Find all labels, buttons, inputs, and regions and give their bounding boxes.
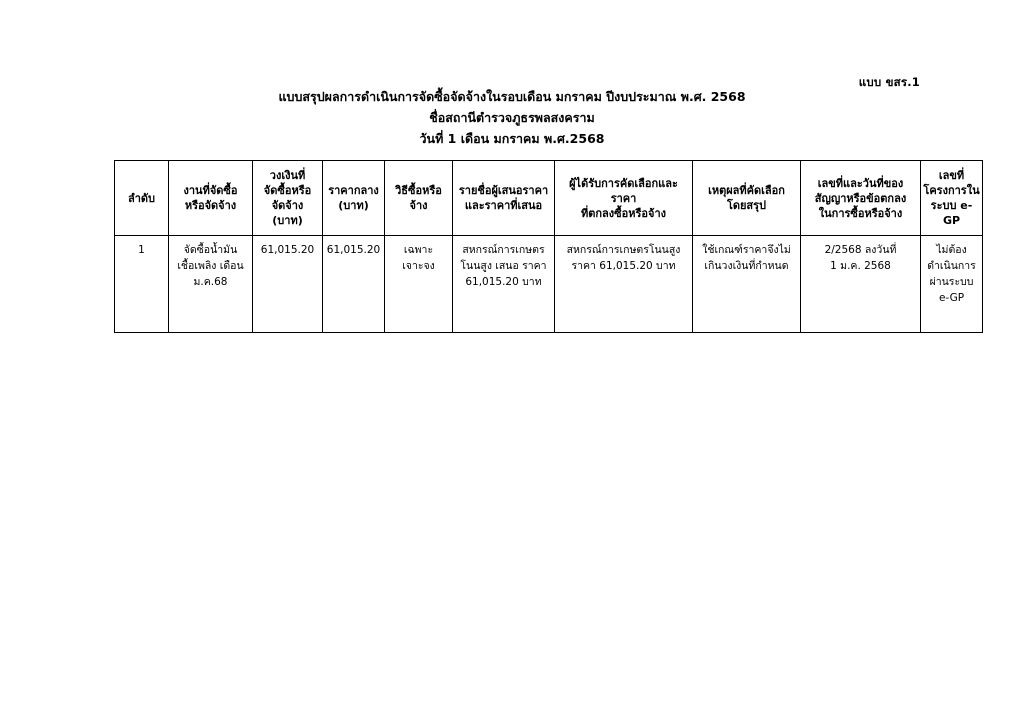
column-header-egp <box>921 161 983 236</box>
form-code-label: แบบ ขสร.1 <box>858 75 920 89</box>
header-line: โดยสรุป <box>726 199 767 212</box>
header-line: หรือจัดจ้าง <box>184 199 237 212</box>
header-line: ในการซื้อหรือจ้าง <box>818 206 903 220</box>
header-line: และราคาที่เสนอ <box>464 199 543 212</box>
header-line: ลำดับ <box>127 191 156 205</box>
cell-egp <box>921 236 983 333</box>
cell-line: e-GP <box>938 292 965 304</box>
cell-line: ดำเนินการ <box>927 260 976 272</box>
column-header-reason <box>693 161 801 236</box>
document-date: วันที่ 1 เดือน มกราคม พ.ศ.2568 <box>419 131 605 146</box>
cell-line: สหกรณ์การเกษตรโนนสูง <box>566 244 681 256</box>
header-line: วงเงินที่ <box>269 169 306 182</box>
cell-line: ราคา 61,015.20 บาท <box>571 260 676 272</box>
table-row <box>115 236 983 333</box>
station-name: ชื่อสถานีตำรวจภูธรพลสงคราม <box>429 110 595 125</box>
header-line: จัดจ้าง (บาท) <box>271 199 304 227</box>
header-line: เหตุผลที่คัดเลือก <box>708 184 785 197</box>
column-header-method <box>385 161 453 236</box>
cell-line: เกินวงเงินที่กำหนด <box>704 260 789 272</box>
header-line: สัญญาหรือข้อตกลง <box>814 191 907 205</box>
column-header-bidders <box>453 161 555 236</box>
header-line: จัดซื้อหรือ <box>263 184 312 197</box>
cell-method: เฉพาะเจาะจง <box>385 236 453 333</box>
column-header-order <box>115 161 169 236</box>
header-line: (บาท) <box>338 199 369 212</box>
header-line: ระบบ e-GP <box>930 199 973 227</box>
column-header-median-price <box>323 161 385 236</box>
cell-reason <box>693 236 801 333</box>
header-line: งานที่จัดซื้อ <box>183 184 238 197</box>
cell-median-price: 61,015.20 <box>323 236 385 333</box>
cell-line: ไม่ต้อง <box>936 244 967 256</box>
header-line: เลขที่ <box>938 169 965 182</box>
header-line: ราคากลาง <box>328 184 379 197</box>
header-line: ผู้ได้รับการคัดเลือกและราคา <box>569 176 678 205</box>
header-line: วิธีซื้อหรือจ้าง <box>395 184 442 212</box>
cell-line: เชื้อเพลิง เดือน <box>177 260 244 272</box>
column-header-budget <box>253 161 323 236</box>
cell-contract <box>801 236 921 333</box>
document-title-block <box>0 86 1024 149</box>
header-line: โครงการใน <box>923 184 980 197</box>
cell-line: 1 ม.ค. 2568 <box>830 260 891 272</box>
column-header-contract <box>801 161 921 236</box>
cell-line: 61,015.20 บาท <box>465 276 542 288</box>
cell-line: 2/2568 ลงวันที่ <box>824 244 897 256</box>
column-header-work <box>169 161 253 236</box>
cell-line: สหกรณ์การเกษตร <box>462 244 545 256</box>
header-line: เลขที่และวันที่ของ <box>817 176 904 190</box>
column-header-winner <box>555 161 693 236</box>
cell-bidders <box>453 236 555 333</box>
cell-winner <box>555 236 693 333</box>
cell-work <box>169 236 253 333</box>
table-header-row <box>115 161 983 236</box>
page-title: แบบสรุปผลการดำเนินการจัดซื้อจัดจ้างในรอบเดือน มกราคม ปีงบประมาณ พ.ศ. 2568 <box>278 89 746 104</box>
header-line: ที่ตกลงซื้อหรือจ้าง <box>581 206 666 220</box>
cell-order: 1 <box>115 236 169 333</box>
procurement-summary-table <box>114 160 983 333</box>
cell-budget: 61,015.20 <box>253 236 323 333</box>
cell-line: จัดซื้อน้ำมัน <box>183 244 238 256</box>
cell-line: ผ่านระบบ <box>929 276 974 288</box>
cell-line: ใช้เกณฑ์ราคาจึงไม่ <box>702 244 791 256</box>
cell-line: โนนสูง เสนอ ราคา <box>460 260 547 272</box>
cell-line: ม.ค.68 <box>193 276 228 288</box>
header-line: รายชื่อผู้เสนอราคา <box>458 184 549 197</box>
